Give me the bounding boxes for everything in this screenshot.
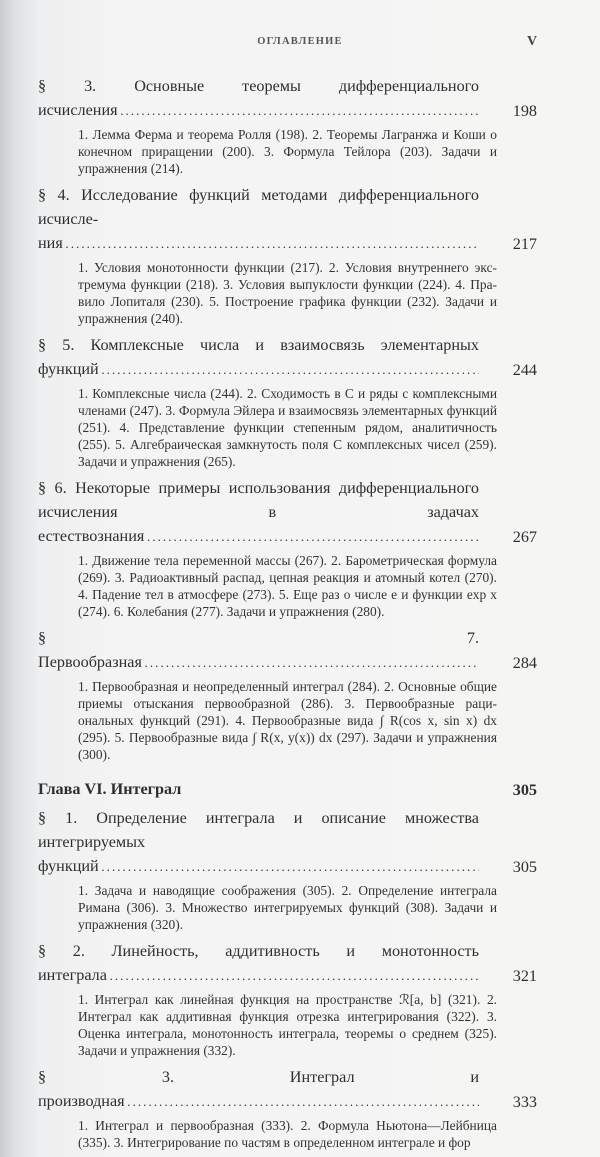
section-details: 1. Условия монотонности функции (217). 2. Условия внутреннего экстремума функции (218). 3. Условия выпуклости функции (224). 4. Правило Лопиталя (230). 5. Построение графика функции (232). Задачи и упражнения (240).: [78, 260, 497, 326]
section-page: 217: [512, 235, 537, 253]
section-title: § 6. Некоторые примеры использования дифференциального исчисления в задачах естествознания . . .: [38, 479, 479, 545]
toc-chapter-6: [38, 777, 537, 802]
section-details: 1. Первообразная и неопределенный интеграл (284). 2. Основные общие приемы отыскания первообразной (286). 3. Первообразные рациональных функций (291). 4. Первообразные вида ∫ R(cos x, sin x) dx (295). 5. Первообразные вида ∫ R(x, y(x)) dx (297). Задачи и упражнения (300).: [78, 679, 497, 762]
section-title: § 1. Определение интеграла и описание множества интегрируемых функций . . .: [38, 809, 479, 875]
section-details: 1. Лемма Ферма и теорема Ролля (198). 2. Теоремы Лагранжа и Коши о конечном приращении (200). 3. Формула Тейлора (203). Задачи и упражнения (214).: [78, 127, 497, 176]
section-page: 198: [512, 102, 537, 120]
section-title: § 4. Исследование функций методами дифференциального исчисления . . .: [38, 186, 479, 252]
toc-chapter6-section-2: [38, 939, 537, 988]
section-page: 305: [512, 858, 537, 876]
section-details: 1. Задача и наводящие соображения (305). 2. Определение интеграла Римана (306). 3. Множество интегрируемых функций (308). Задачи и упражнения (320).: [78, 883, 497, 932]
section-page: 267: [512, 528, 537, 546]
section-title: § 2. Линейность, аддитивность и монотонность интеграла . . .: [38, 942, 479, 984]
toc-chapter6-section-1: [38, 806, 537, 879]
page-number: V: [527, 34, 538, 49]
section-title: § 3. Интеграл и производная . . .: [38, 1068, 479, 1110]
section-page: 284: [512, 654, 537, 672]
chapter-page: 305: [512, 781, 537, 799]
section-title: § 3. Основные теоремы дифференциального исчисления . . .: [38, 77, 479, 119]
toc-section-7: [38, 626, 537, 675]
section-page: 333: [512, 1093, 537, 1111]
section-title: § 5. Комплексные числа и взаимосвязь элементарных функций . . .: [38, 336, 479, 378]
toc-section-3: [38, 74, 537, 123]
section-details: 1. Интеграл как линейная функция на пространстве ℛ[a, b] (321). 2. Интеграл как аддитивная функция отрезка интегрирования (322). 3. Оценка интеграла, монотонность интеграла, теоремы о среднем (325). Задачи и упражнения (332).: [78, 992, 497, 1058]
section-details: 1. Интеграл и первообразная (333). 2. Формула Ньютона—Лейбница (335). 3. Интегрирование по частям в определенном интеграле и фор: [78, 1118, 497, 1150]
toc-chapter6-section-3: [38, 1065, 537, 1114]
chapter-title: Глава VI. Интеграл: [38, 780, 182, 798]
table-of-contents: [38, 70, 537, 1157]
running-head-title: ОГЛАВЛЕНИЕ: [257, 36, 343, 47]
toc-section-5: [38, 333, 537, 382]
section-details: 1. Комплексные числа (244). 2. Сходимость в C и ряды с комплексными членами (247). 3. Формула Эйлера и взаимосвязь элементарных функций (251). 4. Представление функции степенным рядом, аналитичность (255). 5. Алгебраическая замкнутость поля C комплексных чисел (259). Задачи и упражнения (265).: [78, 386, 497, 469]
section-details: 1. Движение тела переменной массы (267). 2. Барометрическая формула (269). 3. Радиоактивный распад, цепная реакция и атомный котел (270). 4. Падение тел в атмосфере (273). 5. Еще раз о числе e и функции exp x (274). 6. Колебания (277). Задачи и упражнения (280).: [78, 553, 497, 619]
running-head: [0, 34, 600, 52]
toc-section-6: [38, 476, 537, 549]
section-title: § 7. Первообразная . . .: [38, 629, 479, 671]
section-page: 244: [512, 361, 537, 379]
toc-section-4: [38, 183, 537, 256]
section-page: 321: [512, 967, 537, 985]
